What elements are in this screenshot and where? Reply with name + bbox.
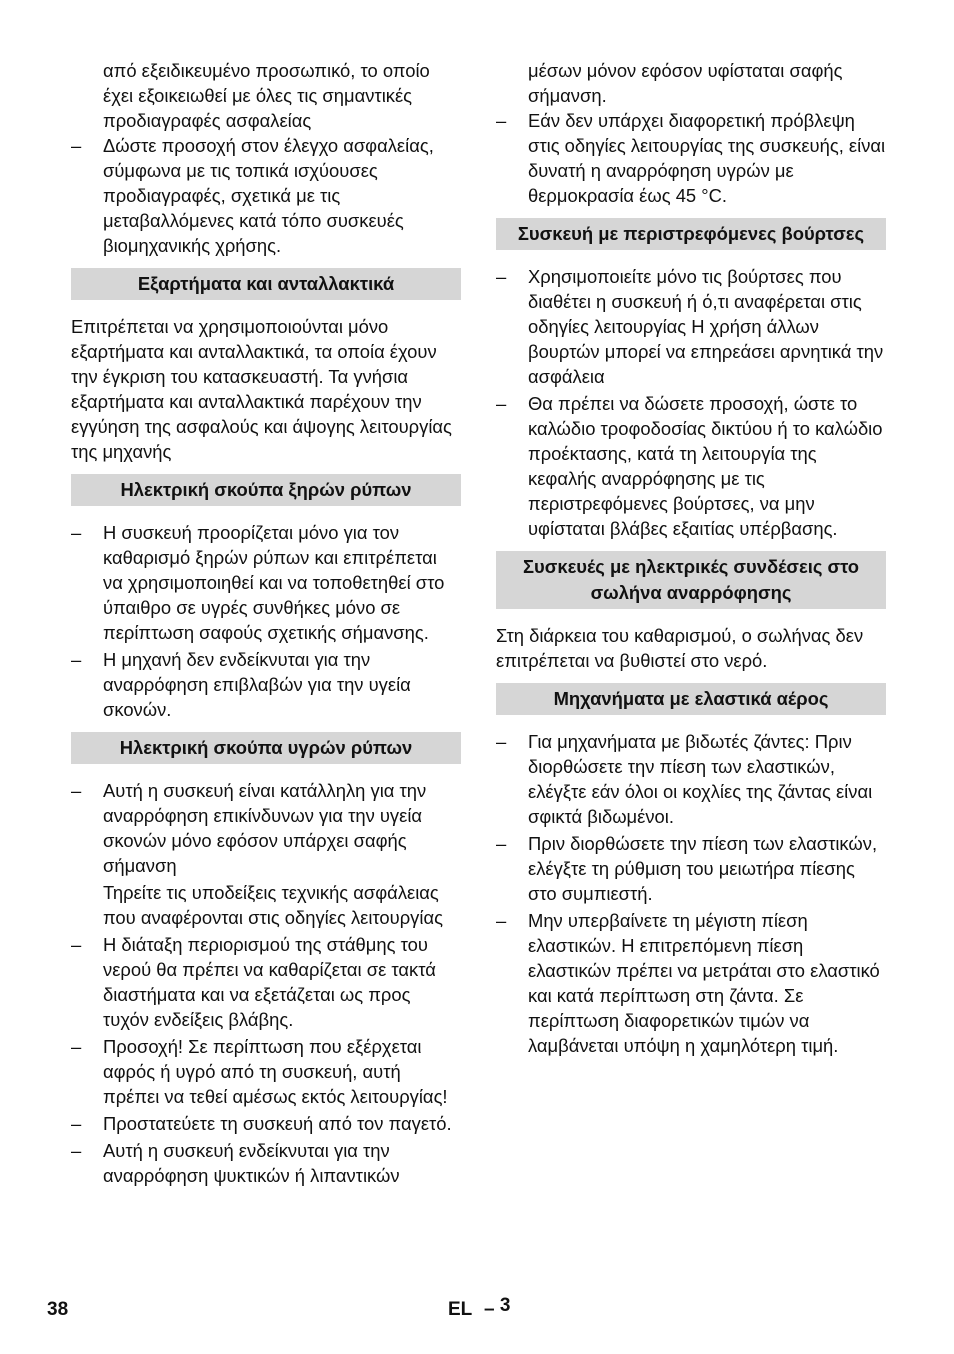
bullet-dash: – <box>71 522 82 543</box>
list-item <box>496 729 886 829</box>
language-code: EL <box>448 1299 473 1320</box>
continuation-text: μέσων μόνον εφόσον υφίσταται σαφής σήμανση. <box>528 60 843 106</box>
list-item <box>496 264 886 389</box>
bullet-dash: – <box>496 266 507 287</box>
section-heading-accessories: Εξαρτήματα και ανταλλακτικά <box>71 268 461 300</box>
list-item <box>496 908 886 1058</box>
section-heading-rotating-brushes: Συσκευή με περιστρεφόμενες βούρτσες <box>496 218 886 250</box>
bullet-dash: – <box>71 649 82 670</box>
list-item-text: Αυτή η συσκευή είναι κατάλληλη για την αναρρόφηση επικίνδυνων για την υγεία σκονών μόνο εφόσον υπάρχει σαφής σήμανση <box>103 780 427 876</box>
section-heading-electric-hose: Συσκευές με ηλεκτρικές συνδέσεις στο σωλήνα αναρρόφησης <box>496 551 886 609</box>
list-item-text: Δώστε προσοχή στον έλεγχο ασφαλείας, σύμφωνα με τις τοπικά ισχύουσες προδιαγραφές, σχετικά με τις μεταβαλλόμενες κατά τόπο συσκευές βιομηχανικής χρήσης. <box>103 135 434 256</box>
list-item <box>71 1034 461 1109</box>
list-item-text: Η μηχανή δεν ενδείκνυται για την αναρρόφηση επιβλαβών για την υγεία σκονών. <box>103 649 411 720</box>
bullet-dash: – <box>71 1036 82 1057</box>
list-item-text: Αυτή η συσκευή ενδείκνυται για την αναρρόφηση ψυκτικών ή λιπαντικών <box>103 1140 400 1186</box>
bullet-dash: – <box>71 1140 82 1161</box>
right-column <box>496 58 886 1060</box>
list-item-text: Η συσκευή προορίζεται μόνο για τον καθαρισμό ξηρών ρύπων και επιτρέπεται να χρησιμοποιηθεί και να τοποθετηθεί στο ύπαιθρο σε υγρές συνθήκες μόνο σε περίπτωση σαφούς σχετικής σήμανσης. <box>103 522 445 643</box>
bullet-dash: – <box>496 393 507 414</box>
footer-sub-page <box>484 1297 510 1322</box>
paragraph: Στη διάρκεια του καθαρισμού, ο σωλήνας δεν επιτρέπεται να βυθιστεί στο νερό. <box>496 625 864 671</box>
list-item-text: Πριν διορθώσετε την πίεση των ελαστικών, ελέγξτε τη ρύθμιση του μειωτήρα πίεσης στο συμπιεστή. <box>528 833 878 904</box>
list-item-text: Χρησιμοποιείτε μόνο τις βούρτσες που διαθέτει η συσκευή ή ό,τι αναφέρεται στις οδηγίες λειτουργίας Η χρήση άλλων βουρτών μπορεί να επηρεάσει αρνητικά την ασφάλεια <box>528 266 884 387</box>
list-item-text: Προστατεύετε τη συσκευή από τον παγετό. <box>103 1113 452 1134</box>
list-item-text: Εάν δεν υπάρχει διαφορετική πρόβλεψη στις οδηγίες λειτουργίας της συσκευής, είναι δυνατή η αναρρόφηση υγρών με θερμοκρασία έως 45 °C. <box>528 110 886 206</box>
section-heading-pneumatic-tyres: Μηχανήματα με ελαστικά αέρος <box>496 683 886 715</box>
list-item-text: Για μηχανήματα με βιδωτές ζάντες: Πριν διορθώσετε την πίεση των ελαστικών, ελέγξτε εάν όλοι οι κοχλίες της ζάντας είναι σφικτά βιδωμένοι. <box>528 731 873 827</box>
section-heading-wet-vacuum: Ηλεκτρική σκούπα υγρών ρύπων <box>71 732 461 764</box>
section-heading-dry-vacuum: Ηλεκτρική σκούπα ξηρών ρύπων <box>71 474 461 506</box>
list-item <box>71 1138 461 1188</box>
footer-separator: – <box>484 1299 495 1320</box>
left-column <box>71 58 461 1190</box>
list-item <box>71 647 461 722</box>
bullet-dash: – <box>496 833 507 854</box>
list-item <box>71 133 461 258</box>
bullet-dash: – <box>496 731 507 752</box>
bullet-dash: – <box>71 780 82 801</box>
list-item-text: Προσοχή! Σε περίπτωση που εξέρχεται αφρός ή υγρό από τη συσκευή, αυτή πρέπει να τεθεί αμέσως εκτός λειτουργίας! <box>103 1036 448 1107</box>
bullet-dash: – <box>71 1113 82 1134</box>
intro-continuation: από εξειδικευμένο προσωπικό, το οποίο έχει εξοικειωθεί με όλες τις σημαντικές προδιαγραφές ασφαλείας <box>103 60 430 131</box>
page-number: 38 <box>47 1299 69 1320</box>
list-item <box>71 1111 461 1136</box>
list-item <box>496 108 886 208</box>
bullet-dash: – <box>496 910 507 931</box>
bullet-dash: – <box>71 934 82 955</box>
list-item-continuation: Τηρείτε τις υποδείξεις τεχνικής ασφάλειας που αναφέρονται στις οδηγίες λειτουργίας <box>103 882 443 928</box>
list-item-text: Θα πρέπει να δώσετε προσοχή, ώστε το καλώδιο τροφοδοσίας δικτύου ή το καλώδιο προέκτασης, κατά τη λειτουργία της κεφαλής αναρρόφησης με τις περιστρεφόμενες βούρτσες, να μην υφίσταται βλάβες εξαιτίας υπέρβασης. <box>528 393 883 539</box>
list-item-text: Η διάταξη περιορισμού της στάθμης του νερού θα πρέπει να καθαρίζεται σε τακτά διαστήματα και να εξετάζεται ως προς τυχόν ενδείξεις βλάβης. <box>103 934 436 1030</box>
list-item <box>71 778 461 878</box>
list-item <box>71 932 461 1032</box>
bullet-dash: – <box>71 135 82 156</box>
list-item <box>496 831 886 906</box>
list-item <box>496 391 886 541</box>
sub-page-number: 3 <box>499 1295 511 1316</box>
list-item-text: Μην υπερβαίνετε τη μέγιστη πίεση ελαστικών. Η επιτρεπόμενη πίεση ελαστικών πρέπει να μετράται στο ελαστικό και κατά περίπτωση στη ζάντα. Σε περίπτωση διαφορετικών τιμών να λαμβάνεται υπόψη η χαμηλότερη τιμή. <box>528 910 880 1056</box>
paragraph: Επιτρέπεται να χρησιμοποιούνται μόνο εξαρτήματα και ανταλλακτικά, τα οποία έχουν την έγκριση του κατασκευαστή. Τα γνήσια εξαρτήματα και ανταλλακτικά παρέχουν την εγγύηση της ασφαλούς και άψογης λειτουργίας της μηχανής <box>71 316 452 462</box>
list-item <box>71 520 461 645</box>
bullet-dash: – <box>496 110 507 131</box>
